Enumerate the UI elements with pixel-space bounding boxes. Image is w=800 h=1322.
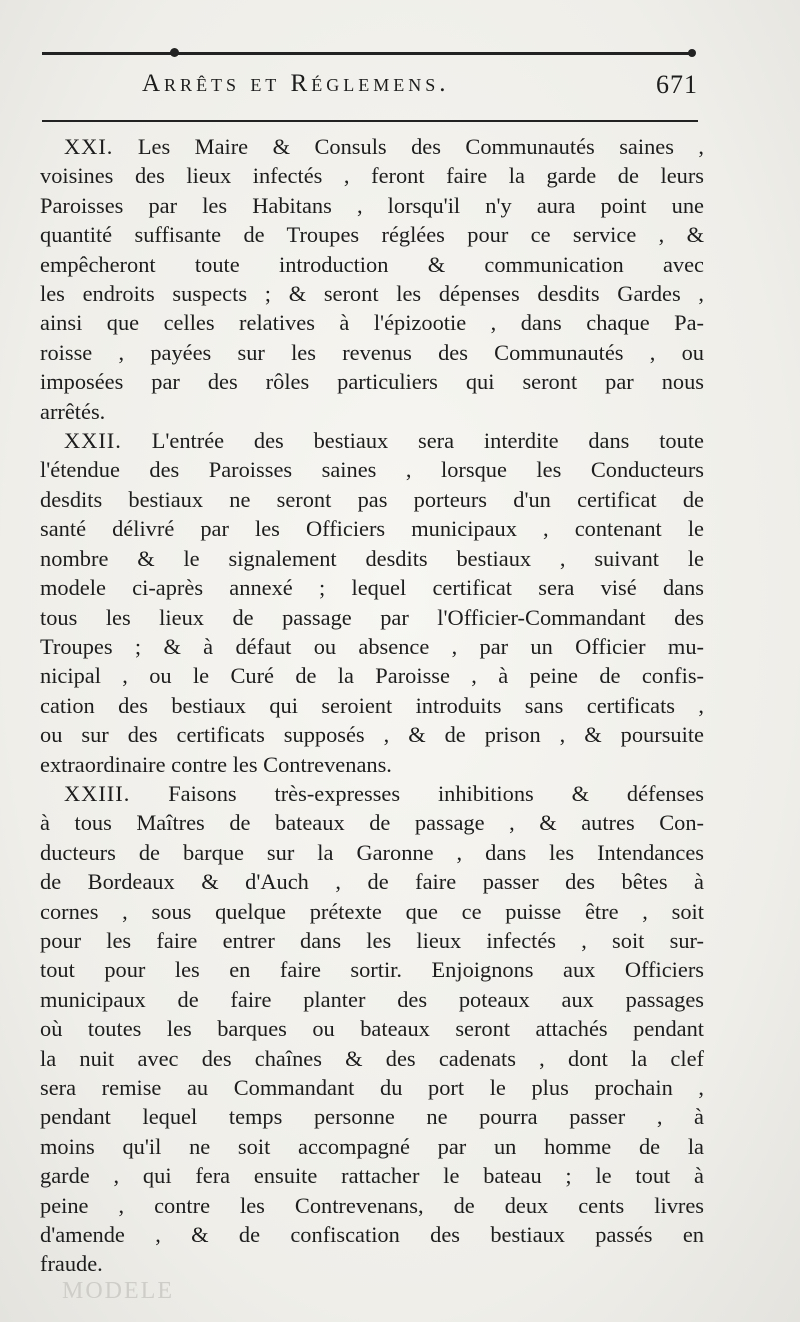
text-line: nombre & le signalement desdits bestiaux , suivant le [40, 545, 704, 571]
text-line: garde , qui fera ensuite rattacher le bateau ; le tout à [40, 1163, 704, 1189]
text-line: pour les faire entrer dans les lieux infectés , soit sur- [40, 927, 704, 953]
text-line: fraude. [40, 1251, 103, 1277]
text-line: santé délivré par les Officiers municipaux , contenant le [40, 516, 704, 542]
text-line: XXI. Les Maire & Consuls des Communautés saines , [64, 134, 704, 159]
text-line: municipaux de faire planter des poteaux aux passages [40, 986, 704, 1012]
article-number: XXIII. [64, 780, 131, 806]
text-line: extraordinaire contre les Contrevenans. [40, 751, 392, 777]
text-line: XXII. L'entrée des bestiaux sera interdite dans toute [64, 428, 704, 454]
text-line: ou sur des certificats supposés , & de prison , & poursuite [40, 722, 704, 748]
text-line: XXIII. Faisons très-expresses inhibitions & défenses [64, 780, 704, 806]
text-line: desdits bestiaux ne seront pas porteurs d'un certificat de [40, 486, 704, 512]
text-line: d'amende , & de confiscation des bestiaux passés en [40, 1222, 704, 1248]
page-header [42, 62, 698, 106]
text-line: cation des bestiaux qui seroient introduits sans certificats , [40, 692, 704, 718]
article-xxii [40, 426, 704, 779]
text-line: peine , contre les Contrevenans, de deux cents livres [40, 1192, 704, 1218]
article-number: XXII. [64, 428, 122, 454]
bleed-through-text: MODELE [62, 1278, 174, 1304]
text-line: tout pour les en faire sortir. Enjoignons aux Officiers [40, 957, 704, 983]
text-line: de Bordeaux & d'Auch , de faire passer des bêtes à [40, 869, 704, 895]
text-line: ainsi que celles relatives à l'épizootie , dans chaque Pa- [40, 310, 704, 336]
article-xxi [40, 132, 704, 426]
text-line: Paroisses par les Habitans , lorsqu'il n'y aura point une [40, 192, 704, 218]
page-number: 671 [656, 70, 698, 99]
text-line: la nuit avec des chaînes & des cadenats , dont la clef [40, 1045, 704, 1071]
text-line: quantité suffisante de Troupes réglées pour ce service , & [40, 222, 704, 248]
text-line: l'étendue des Paroisses saines , lorsque les Conducteurs [40, 457, 704, 483]
text-line: tous les lieux de passage par l'Officier-Commandant des [40, 604, 704, 630]
text-line: empêcheront toute introduction & communication avec [40, 251, 704, 277]
header-rule [42, 120, 698, 122]
text-line: cornes , sous quelque prétexte que ce puisse être , soit [40, 898, 704, 924]
text-line: imposées par des rôles particuliers qui seront par nous [40, 369, 704, 395]
running-title: Arrêts et Réglemens. [142, 70, 450, 97]
text-line: pendant lequel temps personne ne pourra passer , à [40, 1104, 704, 1130]
text-line: à tous Maîtres de bateaux de passage , & autres Con- [40, 810, 704, 836]
text-line: les endroits suspects ; & seront les dépenses desdits Gardes , [40, 281, 704, 307]
text-line: Troupes ; & à défaut ou absence , par un Officier mu- [40, 633, 704, 659]
text-line: sera remise au Commandant du port le plus prochain , [40, 1075, 704, 1100]
text-line: modele ci-après annexé ; lequel certificat sera visé dans [40, 575, 704, 601]
text-line: où toutes les barques ou bateaux seront attachés pendant [40, 1016, 704, 1042]
text-line: arrêtés. [40, 398, 106, 424]
top-ornamental-rule [42, 52, 694, 55]
article-number: XXI. [64, 134, 114, 159]
text-line: voisines des lieux infectés , feront faire la garde de leurs [40, 163, 704, 189]
text-line: ducteurs de barque sur la Garonne , dans les Intendances [40, 839, 704, 865]
text-line: nicipal , ou le Curé de la Paroisse , à peine de confis- [40, 663, 704, 689]
page-body [40, 132, 704, 1279]
article-xxiii [40, 779, 704, 1279]
text-line: roisse , payées sur les revenus des Communautés , ou [40, 339, 704, 365]
text-line: moins qu'il ne soit accompagné par un homme de la [40, 1133, 704, 1159]
